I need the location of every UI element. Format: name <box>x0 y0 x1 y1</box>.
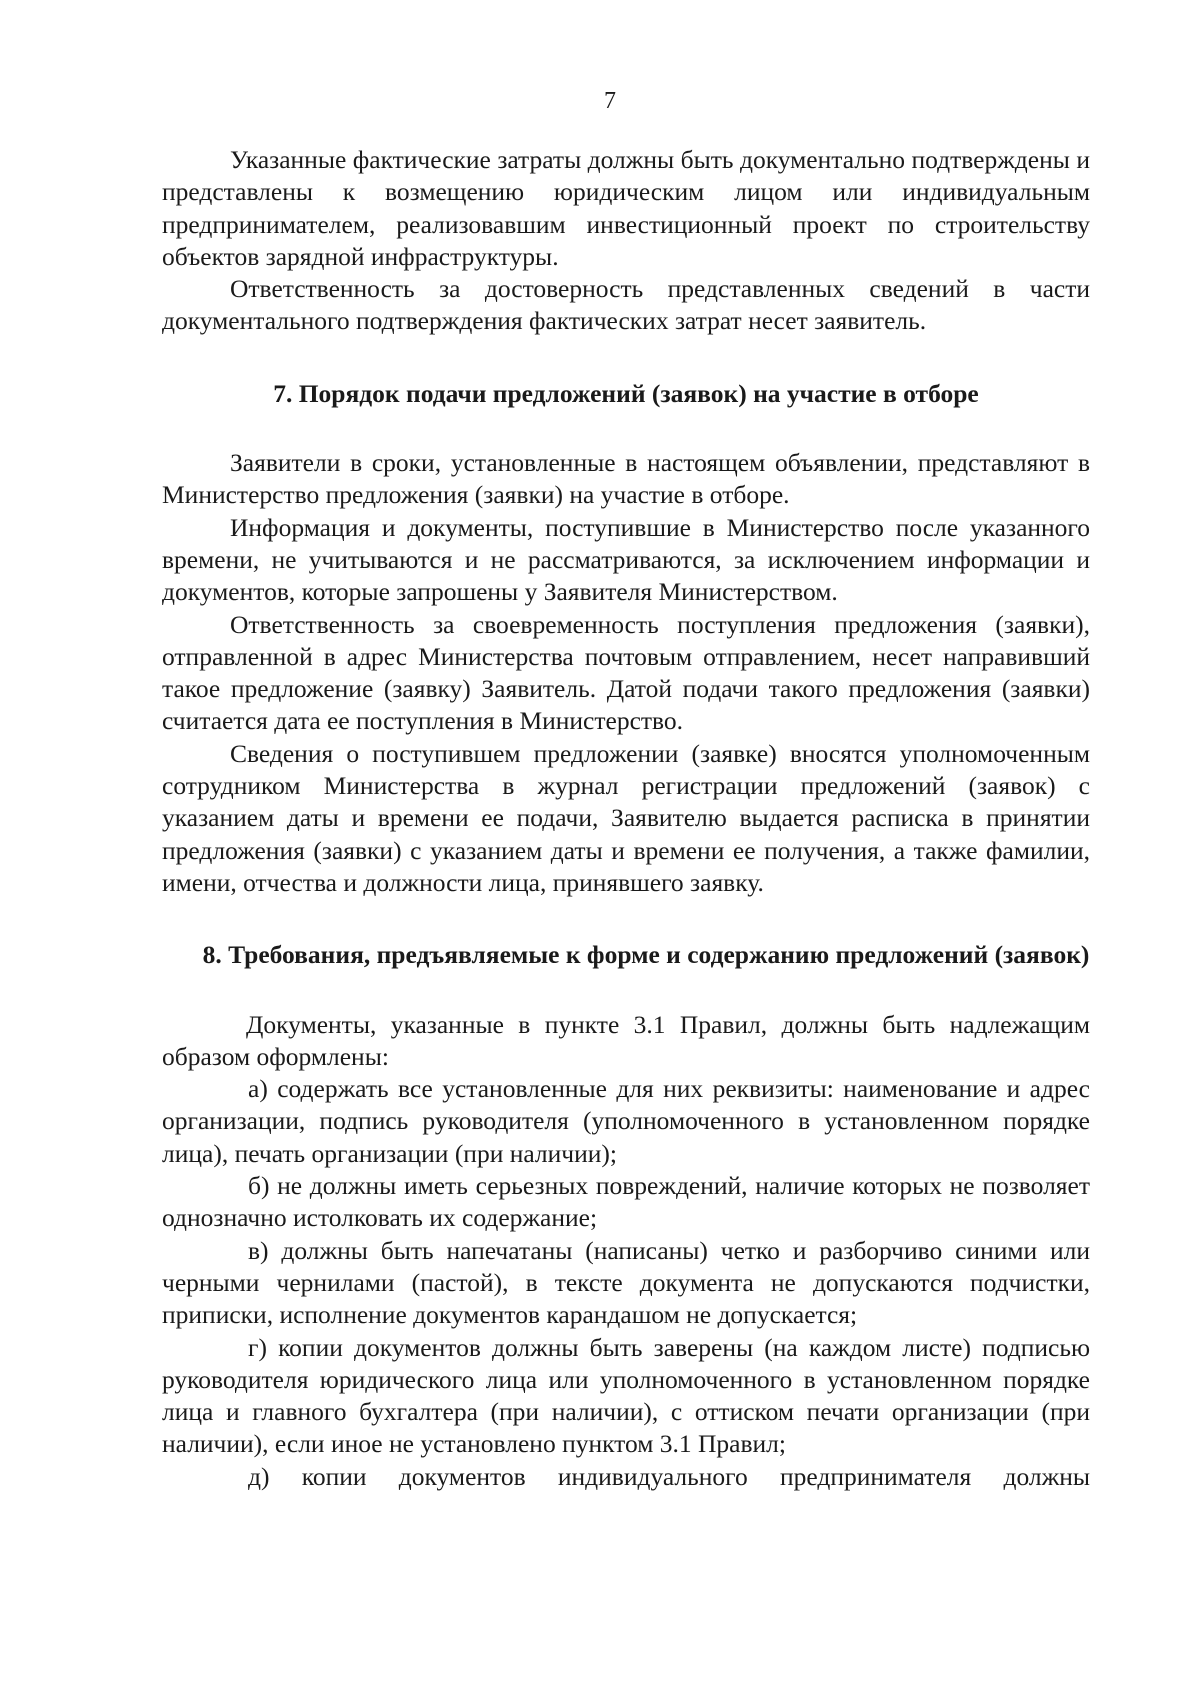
section-7-paragraph-1: Заявители в сроки, установленные в настоящем объявлении, представляют в Министерство предложения (заявки) на участие в отборе. <box>162 448 1090 510</box>
document-body <box>162 144 1090 1493</box>
section-7-paragraph-3: Ответственность за своевременность поступления предложения (заявки), отправленной в адрес Министерства почтовым отправлением, несет направивший такое предложение (заявку) Заявитель. Датой подачи такого предложения (заявки) считается дата ее поступления в Министерство. <box>162 609 1090 736</box>
section-8-intro: Документы, указанные в пункте 3.1 Правил, должны быть надлежащим образом оформлены: <box>162 1009 1090 1071</box>
section-8-item-g: г) копии документов должны быть заверены (на каждом листе) подписью руководителя юридического лица или уполномоченного в установленном порядке лица и главного бухгалтера (при наличии), с оттиском печати организации (при наличии), если иное не установлено пунктом 3.1 Правил; <box>162 1332 1090 1459</box>
section-8-item-b: б) не должны иметь серьезных повреждений, наличие которых не позволяет однозначно истолковать их содержание; <box>162 1171 1090 1233</box>
section-7-paragraph-4: Сведения о поступившем предложении (заявке) вносятся уполномоченным сотрудником Министерства в журнал регистрации предложений (заявок) с указанием даты и времени ее подачи, Заявителю выдается расписка в принятии предложения (заявки) с указанием даты и времени ее получения, а также фамилии, имени, отчества и должности лица, принявшего заявку. <box>162 738 1090 897</box>
section-8-item-d: д) копии документов индивидуального предпринимателя должны <box>248 1461 1090 1491</box>
page-number: 7 <box>604 88 616 114</box>
intro-paragraph-2: Ответственность за достоверность представленных сведений в части документального подтверждения фактических затрат несет заявитель. <box>162 274 1090 336</box>
section-8-item-a: а) содержать все установленные для них реквизиты: наименование и адрес организации, подпись руководителя (уполномоченного в установленном порядке лица), печать организации (при наличии); <box>162 1074 1090 1168</box>
intro-paragraph-1: Указанные фактические затраты должны быть документально подтверждены и представлены к возмещению юридическим лицом или индивидуальным предпринимателем, реализовавшим инвестиционный проект по строительству объектов зарядной инфраструктуры. <box>162 145 1090 271</box>
section-8-heading: 8. Требования, предъявляемые к форме и содержанию предложений (заявок) <box>202 940 1090 970</box>
section-8-item-v: в) должны быть напечатаны (написаны) четко и разборчиво синими или черными чернилами (пастой), в тексте документа не допускаются подчистки, приписки, исполнение документов карандашом не допускается; <box>162 1235 1090 1330</box>
section-7-paragraph-2: Информация и документы, поступившие в Министерство после указанного времени, не учитываются и не рассматриваются, за исключением информации и документов, которые запрошены у Заявителя Министерством. <box>162 512 1090 607</box>
section-7-heading: 7. Порядок подачи предложений (заявок) на участие в отборе <box>273 378 979 408</box>
